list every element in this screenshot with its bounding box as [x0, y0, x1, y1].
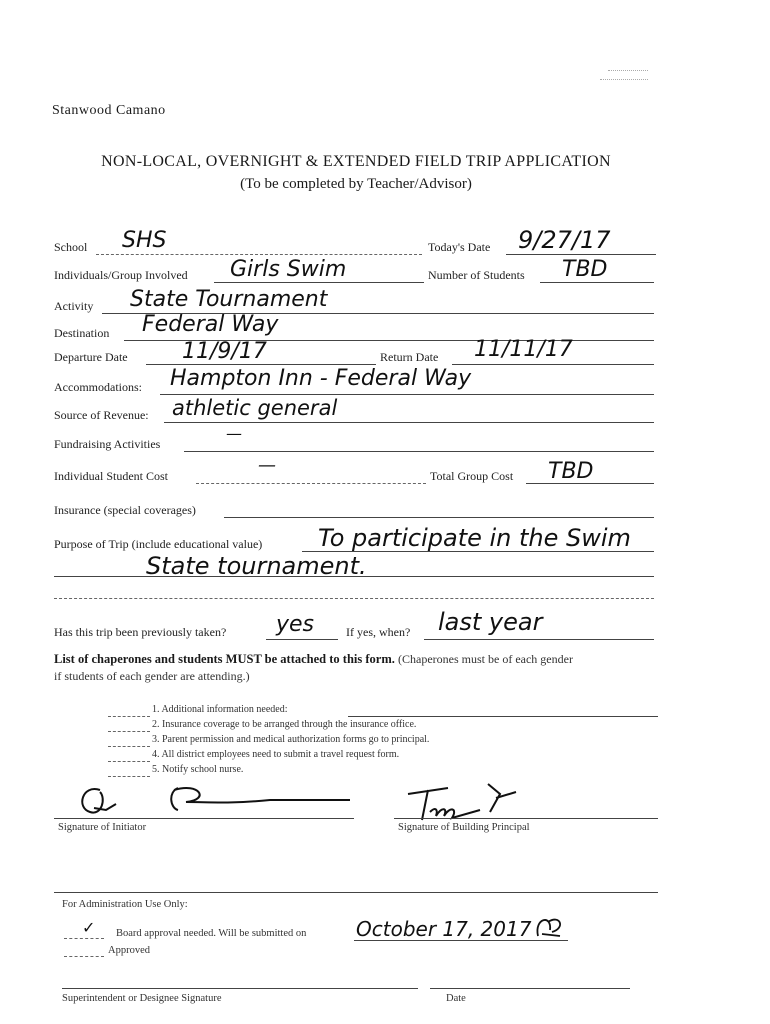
superintendent-label: Superintendent or Designee Signature [62, 993, 222, 1004]
students-label: Number of Students [428, 268, 525, 282]
check-blank-1 [108, 716, 150, 717]
admin-divider [54, 892, 658, 893]
student-cost-label: Individual Student Cost [54, 469, 168, 483]
initiator-line [54, 818, 354, 819]
group-label: Individuals/Group Involved [54, 268, 188, 282]
approved-label: Approved [108, 945, 150, 956]
group-cost-value: TBD [548, 459, 594, 484]
revenue-line [164, 422, 654, 423]
admin-heading: For Administration Use Only: [62, 899, 188, 910]
approved-blank [64, 956, 104, 957]
chaperone-note-bold: List of chaperones and students MUST be attached to this form. [54, 652, 395, 666]
check-blank-4 [108, 761, 150, 762]
departure-value: 11/9/17 [182, 339, 267, 364]
purpose-value-1: To participate in the Swim [318, 524, 631, 552]
purpose-value-2: State tournament. [146, 552, 367, 580]
school-value: SHS [122, 228, 167, 253]
chaperone-note [54, 652, 573, 667]
board-label: Board approval needed. Will be submitted on [116, 928, 307, 939]
date-value: 9/27/17 [518, 226, 611, 254]
fundraising-value: — [226, 424, 242, 443]
revenue-label: Source of Revenue: [54, 408, 149, 422]
admin-date-label: Date [446, 993, 466, 1004]
departure-line [146, 364, 376, 365]
school-label: School [54, 240, 88, 254]
activity-label: Activity [54, 299, 94, 313]
check-blank-2 [108, 731, 150, 732]
accommodations-line [160, 394, 654, 395]
destination-value: Federal Way [142, 312, 279, 337]
principal-label: Signature of Building Principal [398, 822, 530, 833]
school-line [96, 254, 422, 255]
when-label: If yes, when? [346, 625, 411, 639]
check-blank-5 [108, 776, 150, 777]
revenue-value: athletic general [172, 396, 338, 420]
district-name: Stanwood Camano [52, 103, 166, 118]
purpose-line-3 [54, 598, 654, 599]
principal-line [394, 818, 658, 819]
group-line [214, 282, 424, 283]
check-blank-3 [108, 746, 150, 747]
accommodations-label: Accommodations: [54, 380, 142, 394]
previous-value: yes [276, 612, 315, 637]
group-value: Girls Swim [230, 257, 347, 282]
fundraising-line [184, 451, 654, 452]
form-subtitle: (To be completed by Teacher/Advisor) [240, 176, 472, 192]
checklist-item-2: 2. Insurance coverage to be arranged through the insurance office. [152, 719, 417, 730]
student-cost-line [196, 483, 426, 484]
return-line [452, 364, 654, 365]
admin-date-line [430, 988, 630, 989]
activity-value: State Tournament [130, 287, 328, 312]
when-line [424, 639, 654, 640]
board-date-value: October 17, 2017 [356, 917, 532, 941]
when-value: last year [438, 608, 543, 636]
destination-label: Destination [54, 326, 110, 340]
students-value: TBD [562, 257, 608, 282]
fundraising-label: Fundraising Activities [54, 437, 161, 451]
checklist-item-1: 1. Additional information needed: [152, 704, 288, 715]
return-value: 11/11/17 [474, 337, 573, 362]
checklist-item-1-line [348, 716, 658, 717]
chaperone-note-1: (Chaperones must be of each gender [398, 652, 573, 666]
previous-line [266, 639, 338, 640]
initiator-label: Signature of Initiator [58, 822, 147, 833]
departure-label: Departure Date [54, 350, 128, 364]
board-check-mark: ✓ [82, 918, 96, 937]
insurance-line [224, 517, 654, 518]
purpose-label: Purpose of Trip (include educational value) [54, 537, 263, 551]
chaperone-note-2: if students of each gender are attending.) [54, 669, 250, 683]
checklist-item-5: 5. Notify school nurse. [152, 764, 244, 775]
initiator-signature [60, 778, 360, 828]
return-label: Return Date [380, 350, 439, 364]
accommodations-value: Hampton Inn - Federal Way [170, 366, 472, 391]
date-line [506, 254, 656, 255]
checklist-item-4: 4. All district employees need to submit a travel request form. [152, 749, 400, 760]
superintendent-line [62, 988, 418, 989]
board-initials [530, 912, 570, 947]
student-cost-value: — [258, 455, 276, 476]
corner-stamp [600, 66, 650, 88]
form-title: NON-LOCAL, OVERNIGHT & EXTENDED FIELD TRIP APPLICATION [101, 153, 611, 170]
date-label: Today's Date [428, 240, 491, 254]
checklist-item-3: 3. Parent permission and medical authorization forms go to principal. [152, 734, 430, 745]
board-check-blank [64, 938, 104, 939]
previous-label: Has this trip been previously taken? [54, 625, 227, 639]
group-cost-label: Total Group Cost [430, 469, 514, 483]
students-line [540, 282, 654, 283]
insurance-label: Insurance (special coverages) [54, 503, 196, 517]
